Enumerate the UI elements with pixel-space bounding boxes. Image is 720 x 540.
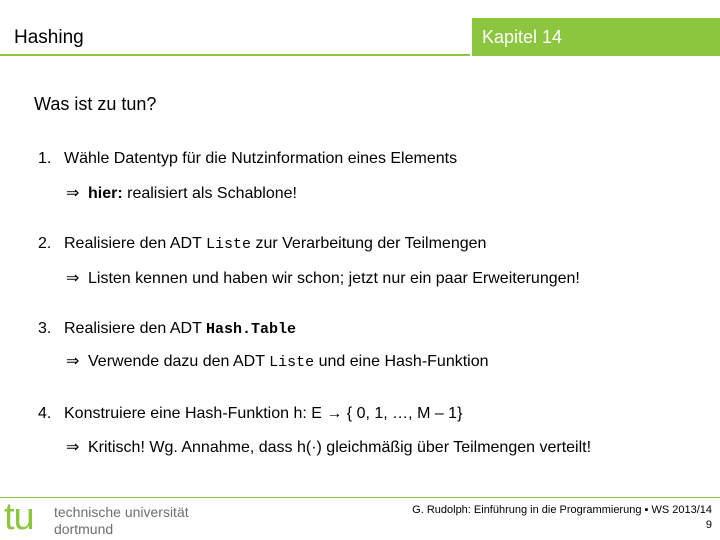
list-subitem-1	[66, 183, 297, 203]
implies-arrow-icon: ⇒	[66, 353, 80, 370]
chapter-bar	[472, 18, 720, 56]
subitem-text: realisiert als Schablone!	[122, 185, 297, 202]
code-term: Liste	[206, 236, 252, 253]
footer-credit-text: G. Rudolph: Einführung in die Programmierung ▪ WS 2013/14	[412, 504, 712, 516]
list-subitem-3	[66, 351, 489, 371]
item-number: 4.	[38, 405, 52, 422]
implies-arrow-icon: ⇒	[66, 270, 80, 287]
list-subitem-4	[66, 437, 591, 457]
list-subitem-2	[66, 268, 580, 288]
page-number: 9	[705, 519, 712, 531]
tu-logo-mark: tu	[4, 496, 34, 538]
item-text-tail: zur Verarbeitung der Teilmengen	[251, 235, 487, 252]
subitem-text: Kritisch! Wg. Annahme, dass h(·) gleichmäßig über Teilmengen verteilt!	[88, 439, 592, 456]
university-logo	[4, 496, 194, 538]
item-text: Realisiere den ADT	[64, 235, 206, 252]
list-item-4	[38, 405, 462, 423]
implies-arrow-icon: ⇒	[66, 185, 80, 202]
list-item-2	[38, 235, 486, 253]
university-name-line1: technische universität	[54, 504, 189, 520]
list-item-1	[38, 150, 457, 168]
code-term: Hash.Table	[206, 321, 297, 338]
subitem-text: Listen kennen und haben wir schon; jetzt nur ein paar Erweiterungen!	[88, 270, 580, 287]
header-title-bar	[0, 18, 470, 56]
slide-topic: Hashing	[14, 27, 84, 48]
footer-credit	[412, 503, 712, 533]
list-item-3	[38, 320, 296, 338]
implies-arrow-icon: ⇒	[66, 439, 80, 456]
item-number: 2.	[38, 235, 52, 252]
item-number: 3.	[38, 320, 52, 337]
item-text: Realisiere den ADT	[64, 320, 206, 337]
item-text: Konstruiere eine Hash-Funktion h: E → { 0, 1, …, M – 1}	[64, 405, 463, 422]
university-name-line2: dortmund	[54, 521, 114, 537]
page-title: Was ist zu tun?	[34, 94, 157, 114]
subitem-emphasis: hier:	[88, 185, 123, 202]
item-text: Wähle Datentyp für die Nutzinformation eines Elements	[64, 150, 458, 167]
subitem-text-tail: und eine Hash-Funktion	[314, 353, 489, 370]
chapter-label: Kapitel 14	[482, 27, 563, 47]
footer-divider	[0, 497, 720, 498]
code-term: Liste	[269, 354, 315, 371]
item-number: 1.	[38, 150, 52, 167]
subitem-text: Verwende dazu den ADT	[88, 353, 270, 370]
